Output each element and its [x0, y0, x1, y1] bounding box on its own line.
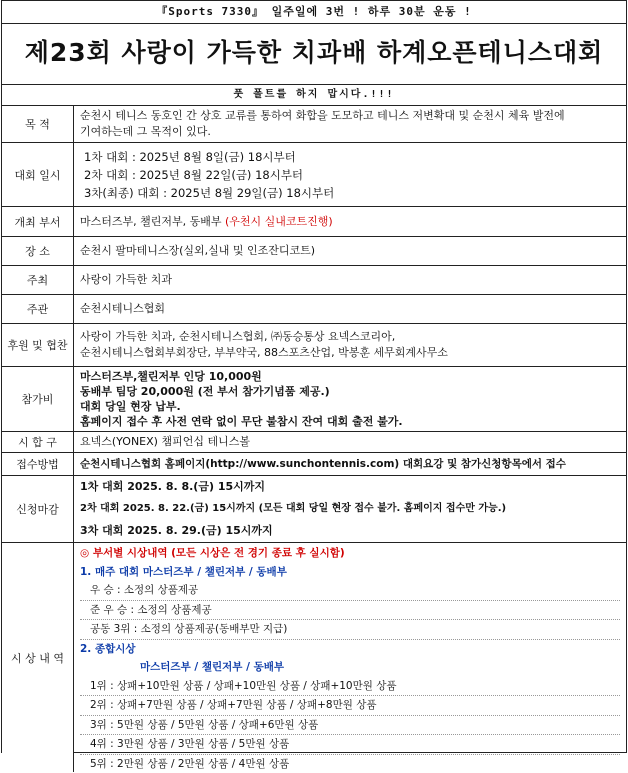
prizes-row — [2, 543, 626, 772]
sponsors-row — [2, 324, 626, 367]
weekly-prize-3: 공동 3위 : 소정의 상품제공(동배부만 지급) — [80, 620, 620, 640]
overall-prize-1: 1위 : 상패+10만원 상품 / 상패+10만원 상품 / 상패+10만원 상품 — [80, 677, 620, 697]
row-label: 목 적 — [2, 106, 74, 142]
row-label: 신청마감 — [2, 476, 74, 542]
row-label: 시 합 구 — [2, 432, 74, 452]
schedule-line-2: 2차 대회 : 2025년 8월 22일(금) 18시부터 — [84, 166, 620, 184]
fee-line-4: 홈페이지 접수 후 사전 연락 없이 무단 불참시 잔여 대회 출전 불가. — [80, 414, 620, 429]
prizes-header: ◎ 부서별 시상내역 (모든 시상은 전 경기 종료 후 실시함) — [80, 544, 620, 563]
tournament-notice-sheet — [1, 0, 627, 753]
schedule-line-1: 1차 대회 : 2025년 8월 8일(금) 18시부터 — [84, 148, 620, 166]
sponsors-line-2: 순천시테니스협회부회장단, 부부약국, 88스포츠산업, 박봉훈 세무회계사무소 — [80, 345, 620, 361]
schedule-row — [2, 143, 626, 207]
organizer-row — [2, 295, 626, 324]
row-label: 개최 부서 — [2, 207, 74, 236]
overall-prize-5: 5위 : 2만원 상품 / 2만원 상품 / 4만원 상품 — [80, 755, 620, 773]
sponsors-line-1: 사랑이 가득한 치과, 순천시테니스협회, ㈜동승통상 요넥스코리아, — [80, 329, 620, 345]
overall-divisions-header: 마스터즈부 / 챌린저부 / 동배부 — [80, 658, 620, 677]
divisions-row — [2, 207, 626, 237]
prizes-section-overall: 2. 종합시상 — [80, 640, 620, 659]
venue-text: 순천시 팔마테니스장(실외,실내 및 인조잔디코트) — [80, 243, 620, 259]
ball-text: 요넥스(YONEX) 챔피언십 테니스볼 — [80, 434, 620, 450]
host-text: 사랑이 가득한 치과 — [80, 272, 620, 288]
row-label: 장 소 — [2, 237, 74, 265]
deadline-line-2: 2차 대회 2025. 8. 22.(금) 15시까지 (모든 대회 당일 현장 접수 불가. 홈페이지 접수만 가능.) — [80, 501, 620, 517]
row-label: 접수방법 — [2, 453, 74, 475]
weekly-prize-1: 우 승 : 소정의 상품제공 — [80, 581, 620, 601]
application-row — [2, 453, 626, 476]
schedule-line-3: 3차(최종) 대회 : 2025년 8월 29일(금) 18시부터 — [84, 184, 620, 202]
weekly-prize-2: 준 우 승 : 소정의 상품제공 — [80, 601, 620, 621]
deadline-line-3: 3차 대회 2025. 8. 29.(금) 15시까지 — [80, 523, 620, 539]
row-label: 참가비 — [2, 367, 74, 431]
overall-prize-4: 4위 : 3만원 상품 / 3만원 상품 / 5만원 상품 — [80, 735, 620, 755]
organizer-text: 순천시테니스협회 — [80, 301, 620, 317]
overall-prize-3: 3위 : 5만원 상품 / 5만원 상품 / 상패+6만원 상품 — [80, 716, 620, 736]
row-label: 주관 — [2, 295, 74, 323]
row-label: 주최 — [2, 266, 74, 294]
row-label: 대회 일시 — [2, 143, 74, 206]
fee-line-1: 마스터즈부,챌린저부 인당 10,000원 — [80, 369, 620, 384]
row-label: 시 상 내 역 — [2, 543, 74, 772]
divisions-text: 마스터즈부, 챌린저부, 동배부 — [80, 215, 222, 228]
host-row — [2, 266, 626, 295]
fee-line-2: 동배부 팀당 20,000원 (전 부서 참가기념품 제공.) — [80, 384, 620, 399]
purpose-line-2: 기여하는데 그 목적이 있다. — [80, 124, 620, 140]
sports-slogan-banner: 『Sports 7330』 일주일에 3번 ! 하루 30분 운동 ! — [2, 1, 626, 24]
purpose-row — [2, 106, 626, 143]
venue-row — [2, 237, 626, 266]
application-text: 순천시테니스협회 홈페이지(http://www.sunchontennis.com) 대회요강 및 참가신청항목에서 접수 — [80, 456, 620, 472]
fee-line-3: 대회 당일 현장 납부. — [80, 399, 620, 414]
prizes-section-weekly: 1. 매주 대회 마스터즈부 / 챌린저부 / 동배부 — [80, 563, 620, 582]
foot-fault-notice: 풋 폴트를 하지 맙시다.!!! — [2, 85, 626, 106]
ball-row — [2, 432, 626, 453]
overall-prize-2: 2위 : 상패+7만원 상품 / 상패+7만원 상품 / 상패+8만원 상품 — [80, 696, 620, 716]
rain-note: (우천시 실내코트진행) — [225, 215, 333, 228]
fee-row — [2, 367, 626, 432]
row-label: 후원 및 협찬 — [2, 324, 74, 366]
deadline-line-1: 1차 대회 2025. 8. 8.(금) 15시까지 — [80, 479, 620, 495]
page-title: 제23회 사랑이 가득한 치과배 하계오픈테니스대회 — [2, 24, 626, 85]
deadline-row — [2, 476, 626, 543]
purpose-line-1: 순천시 테니스 동호인 간 상호 교류를 통하여 화합을 도모하고 테니스 저변확대 및 순천시 체육 발전에 — [80, 108, 620, 124]
